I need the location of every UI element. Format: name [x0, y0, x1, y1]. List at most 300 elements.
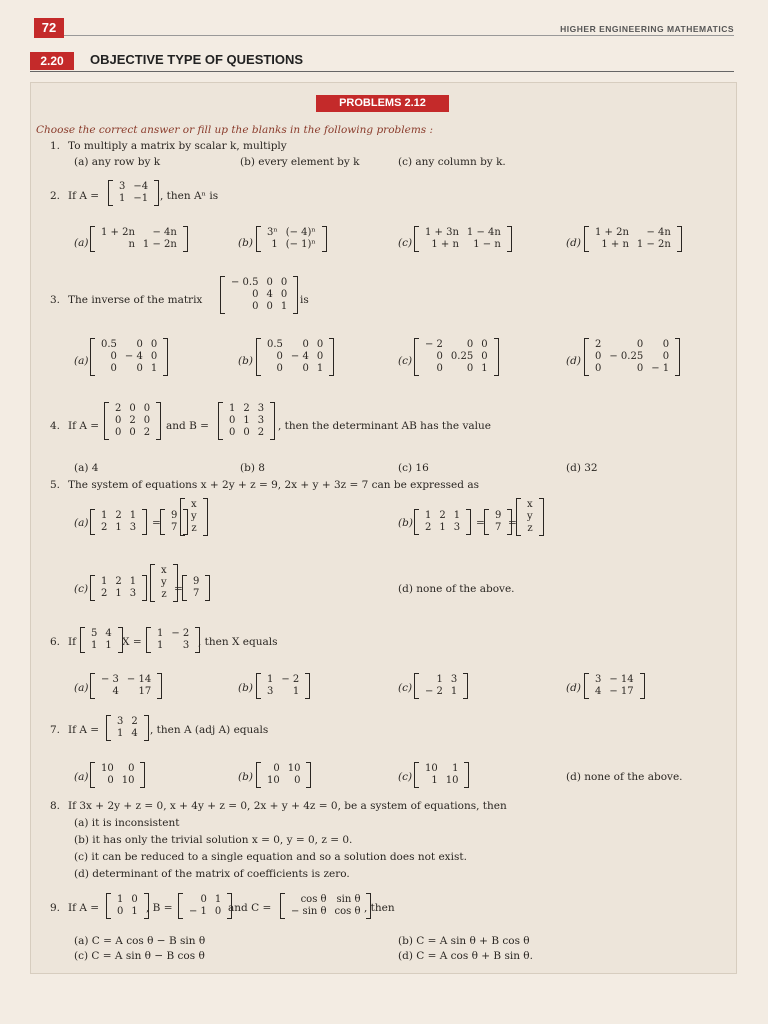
- matrix-row: [115, 181, 152, 193]
- matrix-row: [523, 499, 537, 511]
- matrix-entries: [225, 403, 268, 439]
- left-bracket: [256, 762, 261, 788]
- matrix-cell: 0: [302, 339, 309, 350]
- problems-heading: PROBLEMS 2.12: [316, 95, 449, 112]
- matrix-cell: 0.25: [450, 351, 474, 362]
- matrix-row: [263, 674, 303, 686]
- right-bracket: [154, 180, 159, 206]
- matrix-row: [113, 894, 142, 906]
- q5a-vars: [180, 498, 208, 536]
- matrix-row: [153, 640, 193, 652]
- matrix-entries: [421, 227, 505, 251]
- matrix-cell: 2: [257, 427, 265, 438]
- left-bracket: [180, 498, 185, 536]
- matrix-cell: 3: [595, 674, 602, 685]
- matrix-cell: − 14: [126, 674, 152, 685]
- matrix-cell: 9: [193, 576, 200, 587]
- matrix-cell: 1: [439, 522, 446, 533]
- matrix-cell: − 4: [290, 351, 309, 362]
- matrix-entries: [491, 510, 505, 534]
- matrix-cell: 0: [107, 775, 114, 786]
- matrix-entries: [287, 894, 364, 918]
- matrix-row: [227, 301, 291, 313]
- matrix-cell: 17: [138, 686, 152, 697]
- matrix-row: [591, 674, 638, 686]
- q3-pre: The inverse of the matrix: [68, 294, 203, 306]
- matrix-entries: [263, 227, 320, 251]
- q7-label-b: (b): [238, 771, 253, 783]
- matrix-cell: − 3: [101, 674, 119, 685]
- q2-option-b: [256, 226, 327, 252]
- right-bracket: [270, 402, 275, 440]
- matrix-cell: y: [161, 577, 167, 588]
- matrix-row: [225, 427, 268, 439]
- q9-matrix-C: [280, 893, 371, 919]
- q7-matrix-A: [106, 715, 149, 741]
- matrix-cell: 1: [214, 894, 222, 905]
- matrix-cell: 1: [431, 775, 438, 786]
- matrix-cell: (− 4)ⁿ: [285, 227, 316, 238]
- left-bracket: [182, 575, 187, 601]
- matrix-cell: − 17: [609, 686, 634, 697]
- matrix-cell: 1: [436, 674, 443, 685]
- right-bracket: [205, 575, 210, 601]
- matrix-row: [421, 674, 461, 686]
- section-rule: [30, 71, 734, 72]
- q6-option-a: [90, 673, 162, 699]
- matrix-cell: − 4n: [152, 227, 177, 238]
- matrix-cell: cos θ: [300, 894, 327, 905]
- matrix-cell: 0: [294, 775, 301, 786]
- matrix-cell: 0: [150, 339, 158, 350]
- q7-label-a: (a): [74, 771, 89, 783]
- left-bracket: [90, 226, 95, 252]
- matrix-entries: [263, 763, 304, 787]
- matrix-row: [287, 894, 364, 906]
- left-bracket: [104, 402, 109, 440]
- matrix-cell: 2: [131, 716, 138, 727]
- q2-pre: If A =: [68, 190, 100, 202]
- q3-label-c: (c): [398, 355, 413, 367]
- matrix-cell: − 1: [189, 906, 207, 917]
- q3-option-d: [584, 338, 680, 376]
- matrix-entries: [97, 576, 140, 600]
- q3-number: 3.: [50, 294, 61, 306]
- q6-number: 6.: [50, 636, 61, 648]
- matrix-row: [263, 239, 320, 251]
- q9-option-d: (d) C = A cos θ + B sin θ.: [398, 950, 533, 962]
- right-bracket: [640, 673, 645, 699]
- matrix-row: [591, 339, 673, 351]
- matrix-row: [97, 351, 161, 363]
- matrix-cell: 0: [229, 415, 236, 426]
- left-bracket: [414, 762, 419, 788]
- left-bracket: [256, 673, 261, 699]
- matrix-row: [227, 289, 291, 301]
- matrix-cell: 3: [450, 674, 458, 685]
- matrix-cell: 1 − n: [473, 239, 501, 250]
- right-bracket: [329, 338, 334, 376]
- q5a-coef: [90, 509, 147, 535]
- matrix-cell: 3: [257, 415, 265, 426]
- right-bracket: [507, 226, 512, 252]
- matrix-cell: z: [161, 589, 167, 600]
- matrix-row: [115, 193, 152, 205]
- matrix-cell: 1: [105, 640, 112, 651]
- left-bracket: [484, 509, 489, 535]
- matrix-row: [187, 499, 201, 511]
- matrix-cell: cos θ: [334, 906, 361, 917]
- matrix-cell: 2: [425, 522, 432, 533]
- q4-pre: If A =: [68, 420, 100, 432]
- right-bracket: [163, 338, 168, 376]
- matrix-cell: 7: [193, 588, 200, 599]
- instruction: Choose the correct answer or fill up the blanks in the following problems :: [36, 124, 434, 136]
- matrix-row: [263, 363, 327, 375]
- matrix-row: [523, 511, 537, 523]
- matrix-cell: − 14: [609, 674, 634, 685]
- matrix-cell: 10: [287, 763, 301, 774]
- matrix-cell: 1: [292, 686, 300, 697]
- matrix-cell: 1: [131, 906, 138, 917]
- right-bracket: [203, 498, 208, 536]
- matrix-entries: [97, 763, 138, 787]
- matrix-cell: 1 − 2n: [636, 239, 671, 250]
- matrix-entries: [227, 277, 291, 313]
- matrix-row: [111, 415, 154, 427]
- matrix-cell: 1: [157, 628, 164, 639]
- matrix-cell: 1: [229, 403, 236, 414]
- matrix-cell: 0: [115, 427, 122, 438]
- left-bracket: [218, 402, 223, 440]
- left-bracket: [160, 509, 165, 535]
- matrix-cell: 0: [436, 363, 443, 374]
- matrix-row: [113, 716, 142, 728]
- matrix-cell: 0: [466, 363, 474, 374]
- q6-label-a: (a): [74, 682, 89, 694]
- q2-post: , then Aⁿ is: [160, 190, 219, 202]
- q2-label-a: (a): [74, 237, 89, 249]
- matrix-cell: 0: [316, 351, 324, 362]
- matrix-cell: 1: [316, 363, 324, 374]
- left-bracket: [414, 673, 419, 699]
- q7-label-c: (c): [398, 771, 413, 783]
- matrix-row: [97, 363, 161, 375]
- matrix-cell: 10: [445, 775, 459, 786]
- matrix-row: [97, 522, 140, 534]
- matrix-cell: 1: [157, 640, 164, 651]
- q3-label-b: (b): [238, 355, 253, 367]
- q4-number: 4.: [50, 420, 61, 432]
- matrix-cell: 0: [143, 415, 151, 426]
- matrix-cell: 0: [117, 906, 124, 917]
- matrix-cell: 1: [115, 588, 122, 599]
- left-bracket: [414, 338, 419, 376]
- matrix-cell: 1: [481, 363, 488, 374]
- matrix-row: [185, 894, 225, 906]
- left-bracket: [414, 509, 419, 535]
- running-head: HIGHER ENGINEERING MATHEMATICS: [560, 24, 734, 34]
- matrix-cell: y: [191, 511, 197, 522]
- left-bracket: [584, 338, 589, 376]
- matrix-cell: 0: [276, 363, 283, 374]
- q8-option-c: (c) it can be reduced to a single equation and so a solution does not exist.: [74, 851, 467, 863]
- matrix-cell: 3: [129, 522, 137, 533]
- matrix-cell: 1: [115, 522, 122, 533]
- matrix-entries: [421, 674, 461, 698]
- matrix-cell: 0: [636, 339, 644, 350]
- q5b-vars: [516, 498, 544, 536]
- q7-option-c: [414, 762, 469, 788]
- q1-number: 1.: [50, 140, 61, 152]
- left-bracket: [80, 627, 85, 653]
- matrix-row: [591, 363, 673, 375]
- matrix-row: [263, 763, 304, 775]
- matrix-cell: −4: [133, 181, 149, 192]
- matrix-cell: 0: [280, 289, 288, 300]
- left-bracket: [256, 338, 261, 376]
- matrix-cell: 0: [110, 363, 117, 374]
- matrix-row: [421, 351, 492, 363]
- matrix-row: [225, 403, 268, 415]
- q6-label-d: (d): [566, 682, 581, 694]
- q9-mid2: and C =: [228, 902, 272, 914]
- matrix-cell: 0: [129, 403, 136, 414]
- matrix-cell: 1: [101, 576, 108, 587]
- q8-option-d: (d) determinant of the matrix of coefficients is zero.: [74, 868, 350, 880]
- matrix-entries: [113, 894, 142, 918]
- matrix-row: [97, 576, 140, 588]
- right-bracket: [494, 338, 499, 376]
- matrix-cell: 1: [117, 728, 124, 739]
- matrix-cell: 0.5: [267, 339, 283, 350]
- matrix-cell: y: [527, 511, 533, 522]
- matrix-cell: 1 − 2n: [142, 239, 177, 250]
- left-bracket: [256, 226, 261, 252]
- matrix-row: [189, 576, 203, 588]
- q5a-eq: =: [152, 517, 161, 529]
- matrix-cell: 10: [267, 775, 280, 786]
- right-bracket: [305, 673, 310, 699]
- matrix-cell: 0: [636, 363, 644, 374]
- section-title: OBJECTIVE TYPE OF QUESTIONS: [90, 52, 304, 67]
- q7-number: 7.: [50, 724, 61, 736]
- q6-label-b: (b): [238, 682, 253, 694]
- matrix-row: [263, 227, 320, 239]
- left-bracket: [414, 226, 419, 252]
- matrix-cell: 4: [131, 728, 138, 739]
- q3-post: is: [300, 294, 309, 306]
- matrix-row: [153, 628, 193, 640]
- matrix-entries: [263, 339, 327, 375]
- q6-option-b: [256, 673, 310, 699]
- matrix-row: [421, 239, 505, 251]
- q5-text: The system of equations x + 2y + z = 9, 2x + y + 3z = 7 can be expressed as: [68, 479, 479, 491]
- matrix-row: [421, 510, 464, 522]
- matrix-cell: 5: [91, 628, 98, 639]
- matrix-cell: 0: [252, 289, 259, 300]
- matrix-cell: 0: [128, 763, 135, 774]
- matrix-cell: − 4: [124, 351, 143, 362]
- matrix-cell: 2: [129, 415, 136, 426]
- matrix-cell: 1: [91, 640, 98, 651]
- q2-option-a: [90, 226, 188, 252]
- q2-label-d: (d): [566, 237, 581, 249]
- matrix-cell: x: [191, 499, 197, 510]
- matrix-cell: 1 + 2n: [595, 227, 629, 238]
- matrix-cell: 4: [112, 686, 119, 697]
- matrix-row: [111, 403, 154, 415]
- q4-post: , then the determinant AB has the value: [278, 420, 491, 432]
- q4-mid: and B =: [166, 420, 209, 432]
- left-bracket: [146, 627, 151, 653]
- matrix-row: [189, 588, 203, 600]
- matrix-cell: 2: [115, 510, 122, 521]
- matrix-cell: 2: [595, 339, 602, 350]
- matrix-cell: 7: [171, 522, 178, 533]
- q5-option-d: (d) none of the above.: [398, 583, 515, 595]
- matrix-cell: 0: [273, 763, 280, 774]
- matrix-entries: [111, 403, 154, 439]
- matrix-row: [421, 522, 464, 534]
- matrix-row: [263, 775, 304, 787]
- left-bracket: [516, 498, 521, 536]
- q5b-eq2: =: [508, 517, 517, 529]
- matrix-cell: 1: [129, 510, 137, 521]
- matrix-cell: 0: [129, 427, 136, 438]
- matrix-cell: 10: [425, 763, 438, 774]
- matrix-cell: 0: [595, 351, 602, 362]
- matrix-cell: − 2: [171, 628, 190, 639]
- matrix-cell: 0: [214, 906, 222, 917]
- right-bracket: [466, 509, 471, 535]
- q3-option-c: [414, 338, 499, 376]
- q7-post: , then A (adj A) equals: [150, 724, 269, 736]
- matrix-row: [97, 674, 155, 686]
- right-bracket: [539, 498, 544, 536]
- q4-option-c: (c) 16: [398, 462, 429, 474]
- matrix-row: [157, 589, 171, 601]
- matrix-cell: 1: [243, 415, 250, 426]
- matrix-row: [187, 511, 201, 523]
- matrix-entries: [421, 339, 492, 375]
- matrix-cell: 10: [121, 775, 135, 786]
- q2-label-b: (b): [238, 237, 253, 249]
- matrix-cell: 0: [481, 351, 488, 362]
- matrix-cell: z: [191, 523, 197, 534]
- matrix-cell: 1 + n: [431, 239, 459, 250]
- matrix-row: [591, 351, 673, 363]
- matrix-cell: 1: [150, 363, 158, 374]
- matrix-cell: 0.5: [101, 339, 117, 350]
- q9-option-c: (c) C = A sin θ − B cos θ: [74, 950, 205, 962]
- matrix-cell: 1: [280, 301, 288, 312]
- q1-text: To multiply a matrix by scalar k, multiply: [68, 140, 287, 152]
- q3-matrix: [220, 276, 298, 314]
- matrix-cell: 2: [243, 403, 250, 414]
- matrix-cell: 1: [101, 510, 108, 521]
- matrix-row: [97, 510, 140, 522]
- left-bracket: [90, 338, 95, 376]
- q7-pre: If A =: [68, 724, 100, 736]
- matrix-entries: [591, 674, 638, 698]
- right-bracket: [183, 226, 188, 252]
- matrix-cell: 2: [101, 588, 108, 599]
- matrix-entries: [185, 894, 225, 918]
- matrix-row: [157, 577, 171, 589]
- matrix-cell: 0: [280, 277, 288, 288]
- left-bracket: [584, 673, 589, 699]
- matrix-entries: [591, 339, 673, 375]
- right-bracket: [142, 509, 147, 535]
- q6-option-c: [414, 673, 468, 699]
- q6-option-d: [584, 673, 645, 699]
- matrix-cell: 2: [143, 427, 151, 438]
- matrix-cell: 1 + 2n: [101, 227, 135, 238]
- q2-option-c: [414, 226, 512, 252]
- q4-matrix-A: [104, 402, 161, 440]
- matrix-row: [263, 686, 303, 698]
- q2-label-c: (c): [398, 237, 413, 249]
- q6-post: , then X equals: [198, 636, 278, 648]
- q5-number: 5.: [50, 479, 61, 491]
- matrix-cell: 0: [200, 894, 207, 905]
- matrix-cell: 9: [495, 510, 502, 521]
- matrix-entries: [97, 227, 181, 251]
- matrix-cell: 0: [466, 339, 474, 350]
- q6-mid: X =: [122, 636, 142, 648]
- q3-label-a: (a): [74, 355, 89, 367]
- matrix-row: [113, 728, 142, 740]
- left-bracket: [108, 180, 113, 206]
- right-bracket: [157, 673, 162, 699]
- q7-option-a: [90, 762, 145, 788]
- matrix-cell: 10: [101, 763, 114, 774]
- right-bracket: [142, 575, 147, 601]
- matrix-entries: [115, 181, 152, 205]
- matrix-cell: 9: [171, 510, 178, 521]
- matrix-cell: 0: [229, 427, 236, 438]
- q6-matrix-L: [80, 627, 123, 653]
- matrix-row: [157, 565, 171, 577]
- matrix-row: [591, 686, 638, 698]
- q3-label-d: (d): [566, 355, 581, 367]
- matrix-cell: 0: [150, 351, 158, 362]
- matrix-row: [491, 522, 505, 534]
- q1-option-b: (b) every element by k: [240, 156, 360, 168]
- q4-option-d: (d) 32: [566, 462, 598, 474]
- matrix-cell: (− 1)ⁿ: [285, 239, 316, 250]
- matrix-entries: [187, 499, 201, 535]
- matrix-cell: n: [128, 239, 135, 250]
- matrix-cell: 1: [452, 763, 459, 774]
- left-bracket: [106, 715, 111, 741]
- q5b-eq1: =: [476, 517, 485, 529]
- matrix-cell: 0: [143, 403, 151, 414]
- matrix-cell: − 0.5: [231, 277, 259, 288]
- matrix-cell: 0: [131, 894, 138, 905]
- left-bracket: [90, 673, 95, 699]
- matrix-cell: 1: [267, 674, 274, 685]
- matrix-entries: [113, 716, 142, 740]
- matrix-cell: 1: [450, 686, 458, 697]
- matrix-row: [87, 628, 116, 640]
- matrix-cell: − 2: [425, 339, 443, 350]
- page-number: 72: [34, 18, 64, 38]
- q9-number: 9.: [50, 902, 61, 914]
- matrix-row: [113, 906, 142, 918]
- matrix-entries: [591, 227, 675, 251]
